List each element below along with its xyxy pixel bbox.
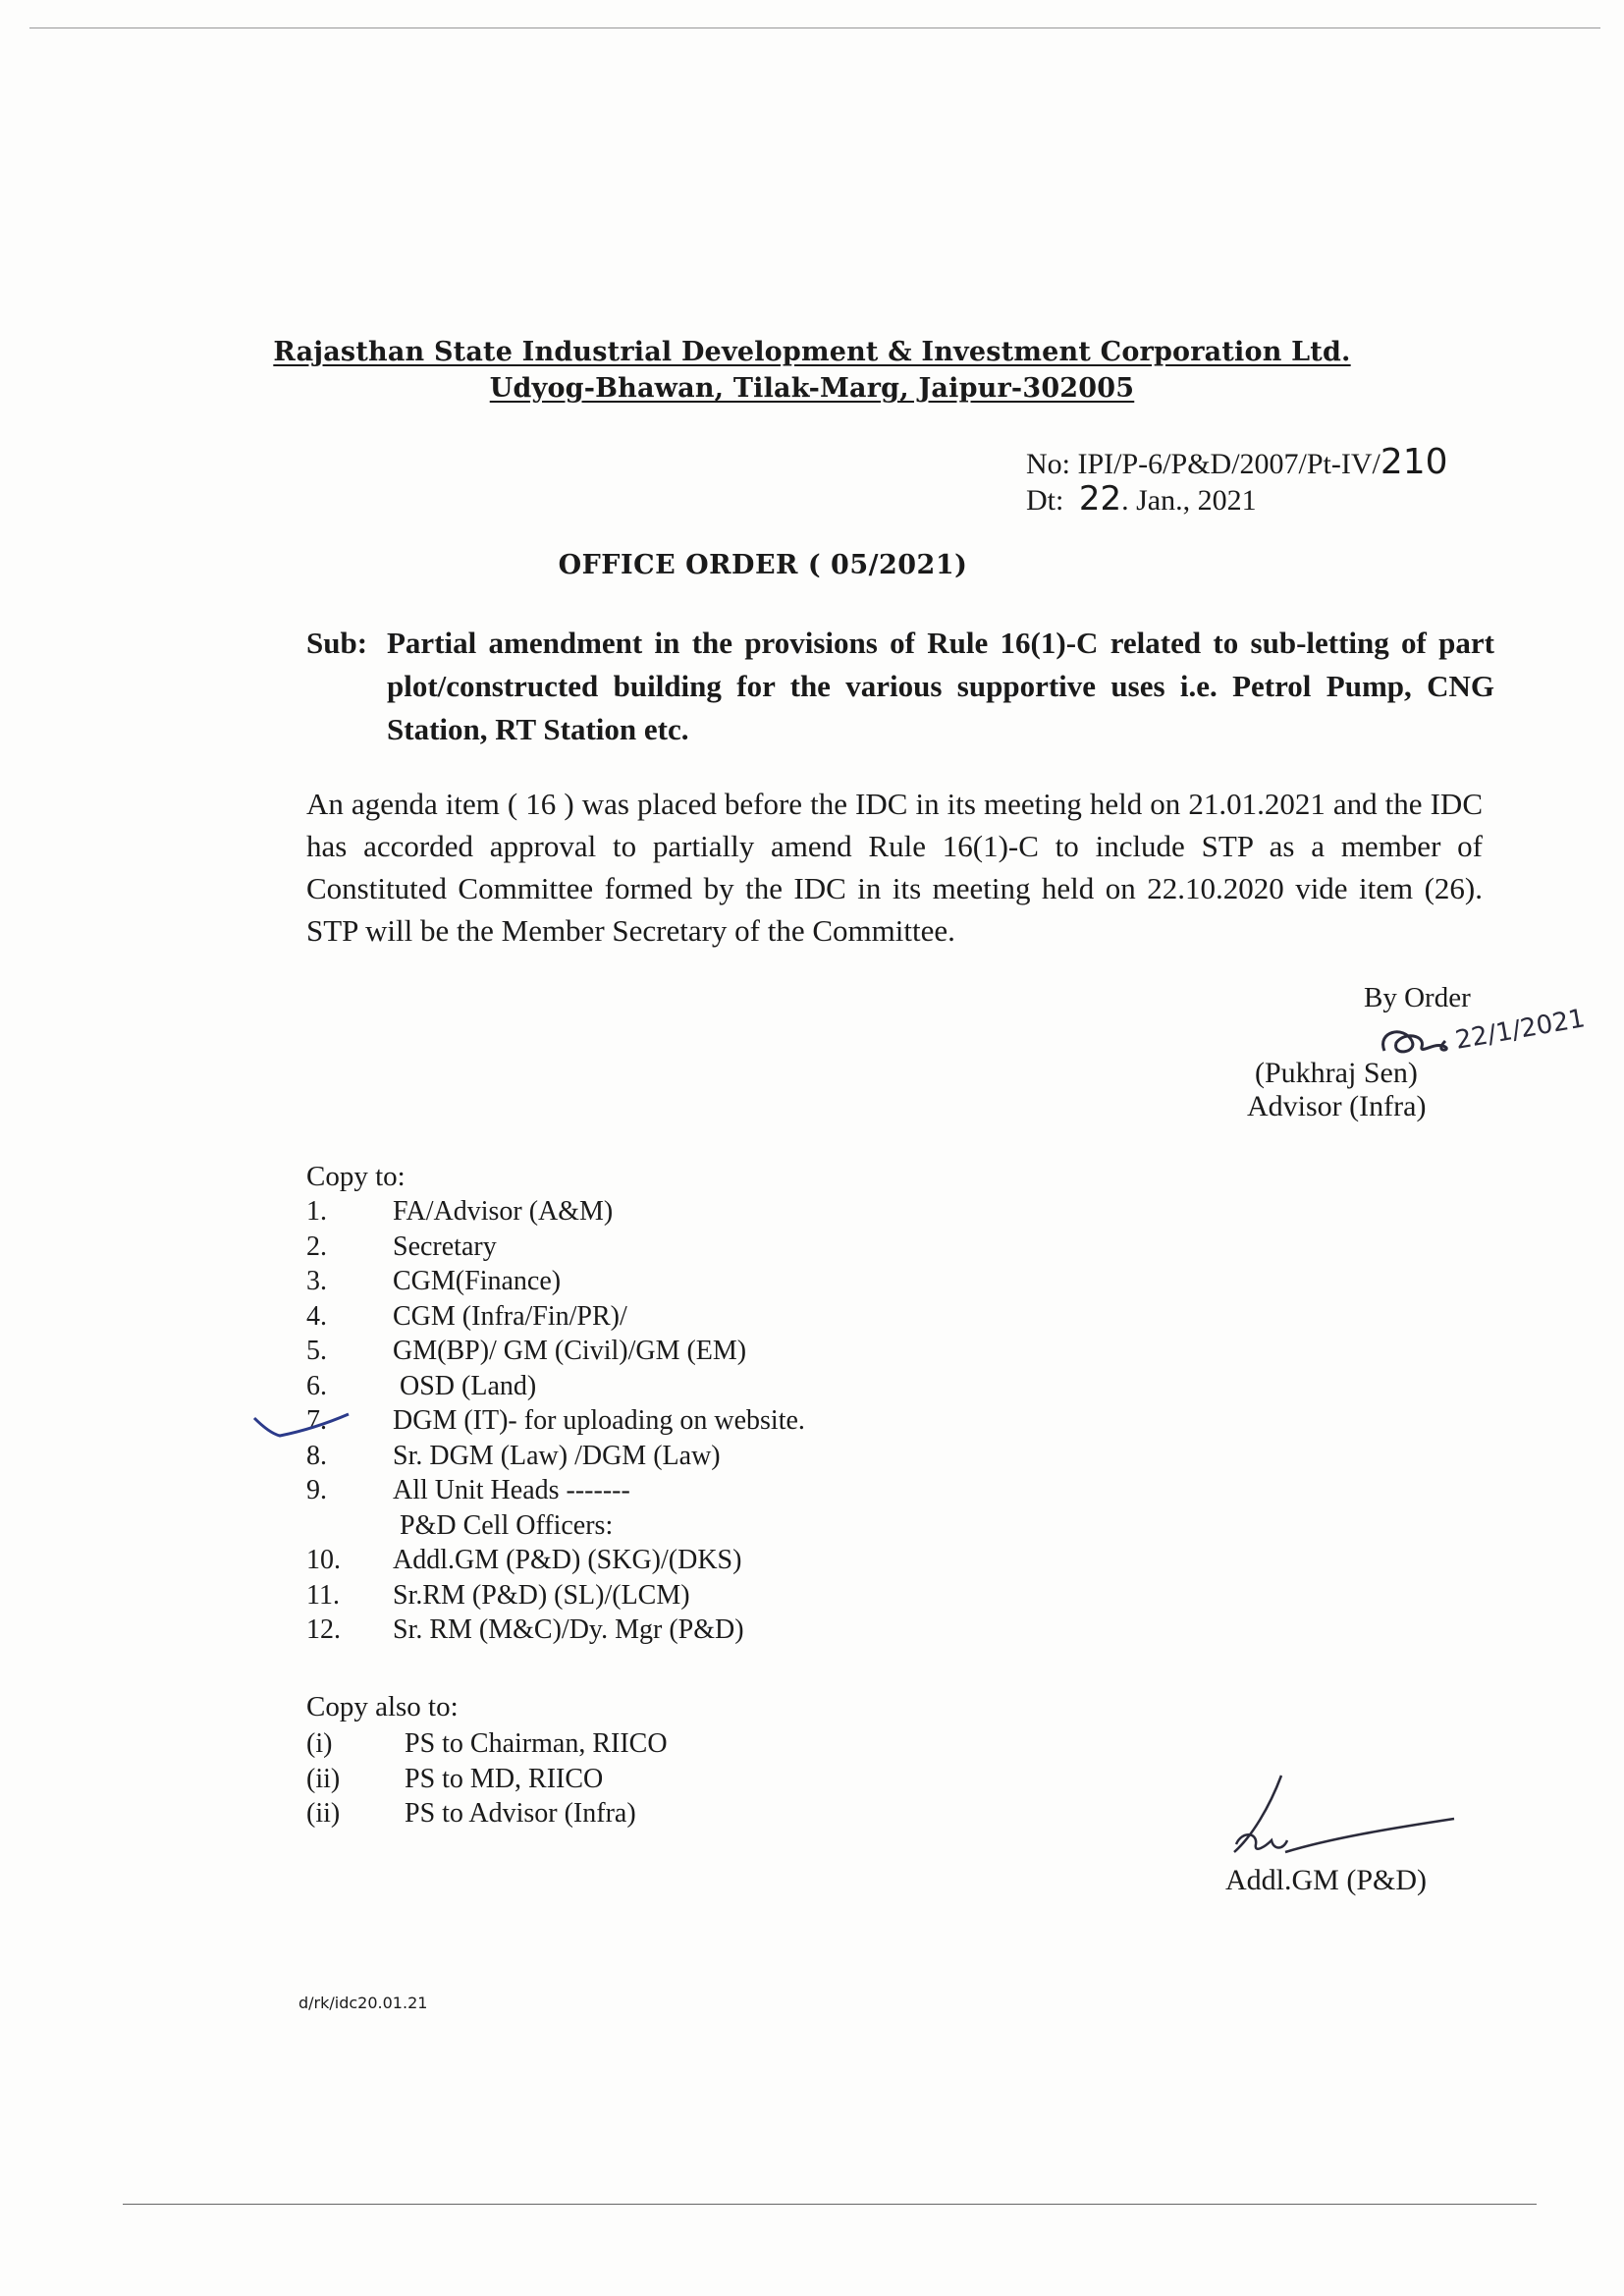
copy-also-to-heading: Copy also to: [306, 1691, 459, 1722]
list-item: 9. All Unit Heads ------- [306, 1475, 630, 1505]
reference-number [1026, 442, 1448, 482]
handwritten-date-day: 22 [1078, 479, 1122, 519]
signatory-name: (Pukhraj Sen) [1255, 1057, 1418, 1089]
list-item: 6. OSD (Land) [306, 1370, 537, 1401]
org-address: Udyog-Bhawan, Tilak-Marg, Jaipur-302005 [489, 373, 1135, 404]
list-item: 5. GM(BP)/ GM (Civil)/GM (EM) [306, 1336, 747, 1366]
reference-number-value: IPI/P-6/P&D/2007/Pt-IV/ [1077, 448, 1380, 480]
handwritten-dispatch-number: 210 [1380, 442, 1448, 482]
list-item: 4. CGM (Infra/Fin/PR)/ [306, 1300, 627, 1332]
office-order-title: OFFICE ORDER ( 05/2021) [558, 550, 968, 580]
list-item: 7. DGM (IT)- for uploading on website. [306, 1405, 805, 1436]
list-item: 10. Addl.GM (P&D) (SKG)/(DKS) [306, 1545, 742, 1575]
list-item: 1. FA/Advisor (A&M) [306, 1196, 614, 1227]
list-item: 8. Sr. DGM (Law) /DGM (Law) [306, 1440, 721, 1471]
top-edge-rule [29, 27, 1600, 28]
reference-date-label: Dt: [1026, 484, 1064, 517]
reference-number-label: No: [1026, 448, 1070, 480]
second-signatory-designation: Addl.GM (P&D) [1225, 1864, 1428, 1896]
list-item: 11. Sr.RM (P&D) (SL)/(LCM) [306, 1579, 690, 1611]
document-reference-code: d/rk/idc20.01.21 [298, 1994, 428, 2012]
copy-to-list [306, 1196, 1092, 1650]
reference-date-value: . Jan., 2021 [1121, 484, 1257, 517]
subject-label: Sub: [306, 626, 368, 660]
subject-block [306, 622, 1494, 751]
handwritten-tick-mark [250, 1406, 358, 1446]
list-item: 12. Sr. RM (M&C)/Dy. Mgr (P&D) [306, 1614, 744, 1645]
bottom-edge-rule [123, 2204, 1537, 2205]
by-order-label: By Order [1364, 982, 1471, 1013]
list-item: 2. Secretary [306, 1230, 497, 1262]
list-item: P&D Cell Officers: [400, 1509, 614, 1541]
copy-to-heading: Copy to: [306, 1161, 406, 1192]
org-name: Rajasthan State Industrial Development & Investment Corporation Ltd. [273, 337, 1351, 367]
subject-text: Partial amendment in the provisions of Rule 16(1)-C related to sub-letting of part plot/constructed building for the various supportive uses i.e. Petrol Pump, CNG Station, RT Station etc. [387, 626, 1494, 746]
body-paragraph: An agenda item ( 16 ) was placed before the IDC in its meeting held on 21.01.2021 and the IDC has accorded approval to partially amend Rule 16(1)-C to include STP as a member of Constituted Committee formed by the IDC in its meeting held on 22.10.2020 vide item (26). STP will be the Member Secretary of the Committee. [306, 787, 1483, 948]
signatory-designation: Advisor (Infra) [1247, 1090, 1427, 1122]
list-item: 3. CGM(Finance) [306, 1266, 562, 1296]
reference-date [1026, 479, 1257, 519]
handwritten-signature-date: 22/1/2021 [1453, 1004, 1588, 1056]
signature-addl-gm [1222, 1768, 1458, 1876]
